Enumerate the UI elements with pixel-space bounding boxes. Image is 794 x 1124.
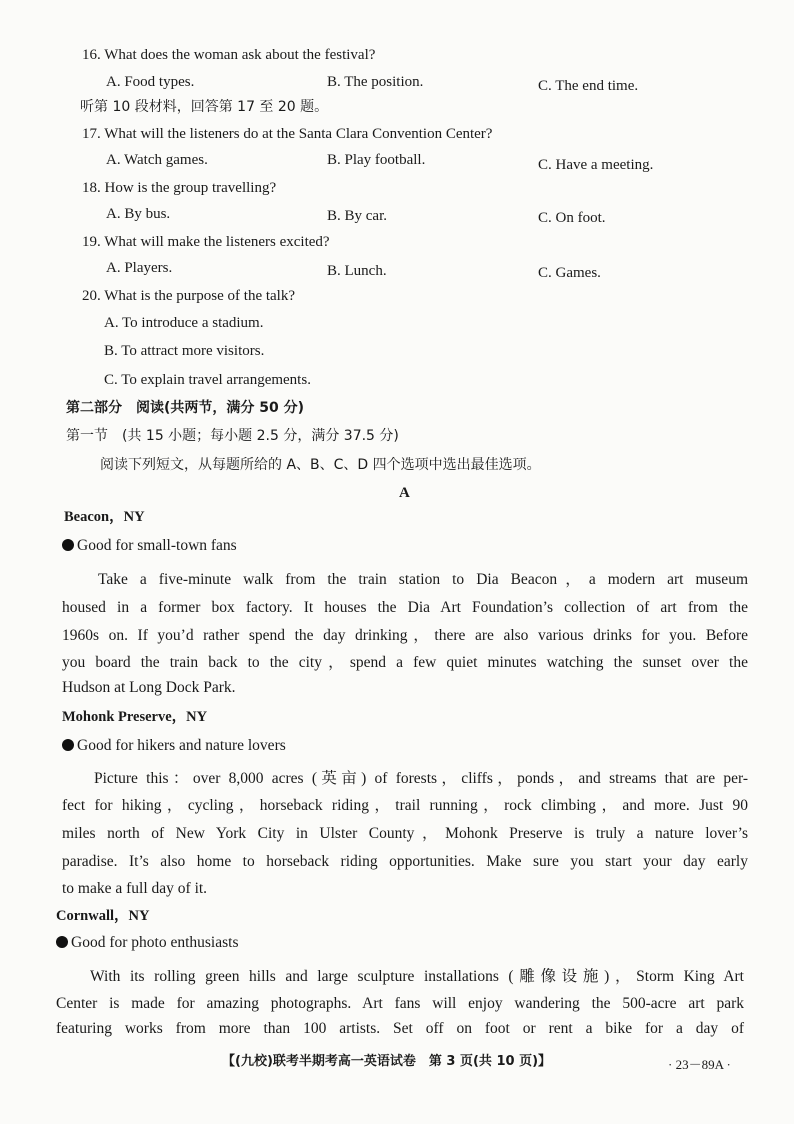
passage-10-instruction: 听第 10 段材料，回答第 17 至 20 题。 xyxy=(80,99,329,115)
para-cornwall-line-3: featuring works from more than 100 artists. Set off on foot or rent a bike for a day of xyxy=(56,1020,744,1037)
para-beacon-line-1: Take a five-minute walk from the train station to Dia Beacon，a modern art museum xyxy=(98,571,748,588)
option-20a: A. To introduce a stadium. xyxy=(104,315,264,331)
tag-beacon xyxy=(62,536,237,556)
bullet-icon xyxy=(56,936,68,948)
question-18: 18. How is the group travelling? xyxy=(82,180,277,196)
option-17b: B. Play football. xyxy=(327,152,426,168)
option-19c: C. Games. xyxy=(538,265,601,281)
para-mohonk-line-3: miles north of New York City in Ulster County，Mohonk Preserve is truly a nature lover’s xyxy=(62,825,748,842)
para-mohonk-line-4: paradise. It’s also home to horseback riding opportunities. Make sure you start your day early xyxy=(62,853,748,870)
option-17a: A. Watch games. xyxy=(106,152,208,168)
para-cornwall-line-1: With its rolling green hills and large sculpture installations (雕像设施)，Storm King Art xyxy=(90,968,744,985)
option-20c: C. To explain travel arrangements. xyxy=(104,372,311,388)
para-cornwall-line-2: Center is made for amazing photographs. Art fans will enjoy wandering the 500-acre art park xyxy=(56,995,744,1012)
para-beacon-line-3: 1960s on. If you’d rather spend the day drinking，there are also various drinks for you. Before xyxy=(62,627,748,644)
option-17c: C. Have a meeting. xyxy=(538,157,654,173)
option-16a: A. Food types. xyxy=(106,74,195,90)
tag-text: Good for hikers and nature lovers xyxy=(77,737,286,754)
para-beacon-line-4: you board the train back to the city，spend a few quiet minutes watching the sunset over the xyxy=(62,654,748,671)
tag-text: Good for small-town fans xyxy=(77,537,237,554)
page-footer: 【(九校)联考半期考高一英语试卷 第 3 页(共 10 页)】 xyxy=(222,1054,552,1069)
place-heading-beacon: Beacon，NY xyxy=(64,509,145,525)
para-beacon-line-2: housed in a former box factory. It houses the Dia Art Foundation’s collection of art from the xyxy=(62,599,748,616)
tag-text: Good for photo enthusiasts xyxy=(71,934,239,951)
option-19b: B. Lunch. xyxy=(327,263,387,279)
section-one-title: 第一节 (共 15 小题；每小题 2.5 分，满分 37.5 分) xyxy=(66,428,399,444)
tag-mohonk xyxy=(62,736,286,756)
question-19: 19. What will make the listeners excited? xyxy=(82,234,330,250)
para-mohonk-line-1: Picture this：over 8,000 acres (英亩) of forests，cliffs，ponds，and streams that are per- xyxy=(94,770,748,787)
passage-label: A xyxy=(399,485,410,501)
place-heading-cornwall: Cornwall，NY xyxy=(56,908,150,924)
option-18b: B. By car. xyxy=(327,208,387,224)
reading-instruction: 阅读下列短文，从每题所给的 A、B、C、D 四个选项中选出最佳选项。 xyxy=(100,457,541,473)
option-18c: C. On foot. xyxy=(538,210,606,226)
bullet-icon xyxy=(62,539,74,551)
bullet-icon xyxy=(62,739,74,751)
option-16c: C. The end time. xyxy=(538,78,639,94)
tag-cornwall xyxy=(56,933,238,953)
option-20b: B. To attract more visitors. xyxy=(104,343,265,359)
para-mohonk-line-2: fect for hiking，cycling，horseback riding，trail running，rock climbing，and more. Just 90 xyxy=(62,797,748,814)
option-19a: A. Players. xyxy=(106,260,173,276)
part-two-title: 第二部分 阅读(共两节，满分 50 分) xyxy=(66,400,305,416)
option-16b: B. The position. xyxy=(327,74,424,90)
para-beacon-line-5: Hudson at Long Dock Park. xyxy=(62,679,236,696)
exam-code: · 23－89A · xyxy=(668,1057,731,1072)
question-17: 17. What will the listeners do at the Santa Clara Convention Center? xyxy=(82,126,493,142)
para-mohonk-line-5: to make a full day of it. xyxy=(62,880,208,897)
question-20: 20. What is the purpose of the talk? xyxy=(82,288,296,304)
question-16: 16. What does the woman ask about the festival? xyxy=(82,47,376,63)
option-18a: A. By bus. xyxy=(106,206,171,222)
place-heading-mohonk: Mohonk Preserve，NY xyxy=(62,709,208,725)
